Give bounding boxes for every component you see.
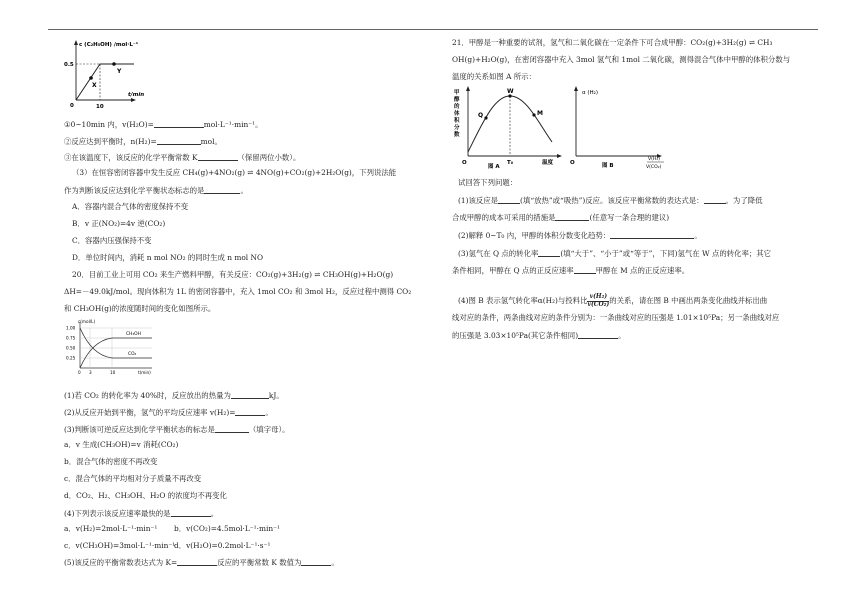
figa-ylabel-5: 积 — [454, 118, 460, 124]
p21-line2: OH(g)+H₂O(g)，在密闭容器中充入 3mol 氢气和 1mol 二氧化碳，测得混合气体中甲醇的体积分数与 — [452, 55, 791, 64]
p21-line1: 21．甲醇是一种重要的试剂，氢气和二氧化碳在一定条件下可合成甲醇：CO₂(g)+3H₂(g) ⇌ CH₃ — [452, 38, 773, 47]
s3-option-a: a．v 生成(CH₃OH)=v 消耗(CO₂) — [64, 440, 179, 449]
option-a: A．容器内混合气体的密度保持不变 — [72, 202, 189, 211]
graph2-xlabel: t(min) — [138, 370, 151, 375]
r2-blank[interactable] — [610, 230, 694, 239]
r3-line: (3)氢气在 Q 点的转化率 (填“大于”、“小于”或“等于”，下同)氢气在 W 点的转化率；其它 — [458, 249, 772, 258]
r1-blank-1[interactable] — [498, 195, 520, 204]
r2-line: (2)解释 0~T₀ 内，甲醇的体积分数变化趋势： 。 — [458, 231, 702, 240]
p3-line1: （3）在恒容密闭容器中发生反应 CH₄(g)+4NO₂(g) ⇌ 4NO(g)+CO₂(g)+2H₂O(g)，下列说法能 — [72, 168, 397, 177]
q3-blank[interactable] — [198, 152, 238, 161]
figa-point-m: M — [537, 110, 543, 117]
graph2-xtick-0: 0 — [78, 370, 81, 375]
graph2-xtick-3: 3 — [89, 370, 92, 375]
s4-option-a: a．v(H₂)=2mol·L⁻¹·min⁻¹ — [64, 524, 158, 533]
graph1-xlabel: t/min — [128, 92, 145, 98]
r4-line3: 的压强是 3.03×10⁵Pa(其它条件相同) 。 — [452, 331, 626, 340]
graph1-ylabel: c (C₂H₅OH) /mol·L⁻¹ — [79, 42, 139, 48]
s3-option-d: d．CO₂、H₂、CH₃OH、H₂O 的浓度均不再变化 — [64, 491, 227, 500]
figure-a — [452, 84, 572, 169]
figa-caption: 图 A — [488, 164, 500, 169]
graph2-ytick-1: 1.00 — [66, 325, 76, 331]
s2-line: (2)从反应开始到平衡，氢气的平均反应速率 v(H₂)= 。 — [64, 408, 273, 417]
graph2-label-co2: CO₂ — [128, 352, 137, 357]
figa-t0: T₀ — [507, 160, 514, 166]
figa-ylabel-2: 醇 — [454, 97, 460, 103]
figb-xlabel-den: V(CO₂) — [646, 165, 662, 169]
s4-line: (4)下列表示该反应速率最快的是 。 — [64, 509, 218, 518]
r1-blank-3[interactable] — [555, 212, 589, 221]
figa-xlabel: 温度 — [542, 160, 554, 166]
graph1-point-x: X — [92, 82, 97, 89]
s4-option-b: b．v(CO₂)=4.5mol·L⁻¹·min⁻¹ — [174, 524, 280, 533]
s1-blank[interactable] — [231, 390, 269, 399]
figb-caption: 图 B — [602, 163, 614, 169]
p21-line3: 温度的关系如图 A 所示： — [452, 72, 536, 81]
graph1-point-y: Y — [117, 68, 122, 75]
r1-line2: 合成甲醇的成本可采用的措施是 (任意写一条合理的建议) — [452, 213, 670, 222]
s4-option-d: d．v(H₂O)=0.2mol·L⁻¹·s⁻¹ — [174, 541, 271, 550]
figa-point-q: Q — [478, 112, 484, 119]
figb-ylabel: α (H₂) — [582, 90, 599, 96]
graph2-ylabel: c(mol/L) — [78, 319, 96, 324]
s1-line: (1)若 CO₂ 的转化率为 40%时，反应放出的热量为 kJ。 — [64, 391, 284, 400]
s5-blank-2[interactable] — [301, 557, 331, 566]
graph-co2-ch3oh — [64, 318, 184, 376]
figa-point-w: W — [507, 88, 514, 95]
q2-blank[interactable] — [157, 136, 201, 145]
r1-blank-2[interactable] — [704, 195, 726, 204]
s4-option-c: c．v(CH₃OH)=3mol·L⁻¹·min⁻¹ — [64, 541, 176, 550]
figa-ylabel-1: 甲 — [454, 90, 460, 96]
s4-blank[interactable] — [171, 508, 211, 517]
p3-blank[interactable] — [204, 185, 240, 194]
option-d: D．单位时间内，消耗 n mol NO₂ 的同时生成 n mol NO — [72, 253, 264, 262]
r3-line2: 条件相同，甲醇在 Q 点的正反应速率 甲醇在 M 点的正反应速率。 — [452, 266, 690, 275]
s2-blank[interactable] — [235, 407, 265, 416]
graph1-xtick: 10 — [96, 104, 104, 110]
p20-line3: 和 CH₃OH(g)的浓度随时间的变化如图所示。 — [64, 304, 216, 313]
r4-line2: 线对应的条件，两条曲线对应的条件分别为：一条曲线对应的压强是 1.01×10⁵Pa；另一条曲线对应 — [452, 313, 780, 322]
r4-line: (4)图 B 表示氢气转化率α(H₂)与投料比 $\frac{\text{v(H₂)}}{\text{v(CO₂)}}$ 的关系，请在图 B 中画出两条变化曲线并标出曲 — [458, 293, 768, 308]
s5-line: (5)该反应的平衡常数表达式为 K= 反应的平衡常数 K 数值为 。 — [64, 558, 339, 567]
graph1-origin: 0 — [70, 103, 74, 109]
s3-line: (3)判断该可逆反应达到化学平衡状态的标志是 （填字母）。 — [64, 425, 290, 434]
figa-ylabel-4: 体 — [454, 111, 460, 117]
r0-line: 试回答下列问题： — [458, 178, 518, 187]
r4-fraction: $\frac{\text{v(H₂)}}{\text{v(CO₂)}}$ — [587, 293, 610, 308]
figa-ylabel-3: 的 — [454, 104, 460, 110]
option-b: B．v 正(NO₂)=4v 逆(CO₂) — [72, 219, 166, 228]
s3-option-b: b．混合气体的密度不再改变 — [64, 457, 158, 466]
figb-origin: O — [570, 160, 575, 166]
r3-blank-1[interactable] — [538, 248, 560, 257]
option-c: C．容器内压强保持不变 — [72, 236, 152, 245]
figure-b — [568, 84, 668, 169]
figa-ylabel-6: 分 — [454, 125, 460, 131]
graph2-label-ch3oh: CH₃OH — [126, 332, 141, 337]
graph2-ytick-2: 0.75 — [66, 335, 76, 341]
r1-line: (1)该反应是 (填“放热”或“吸热”)反应。该反应平衡常数的表达式是： 。为了降低 — [458, 196, 763, 205]
q2-line: ②反应达到平衡时，n(H₂)= mol。 — [64, 137, 222, 146]
q3-line: ③在该温度下，该反应的化学平衡常数 K （保留两位小数）。 — [64, 153, 301, 162]
q1-line: ①0~10min 内，v(H₂O)= mol·L⁻¹·min⁻¹。 — [64, 120, 263, 129]
q1-blank[interactable] — [154, 119, 204, 128]
figa-origin: O — [462, 160, 467, 166]
p3-line2: 作为判断该反应达到化学平衡状态标志的是 。 — [64, 186, 248, 195]
r4-blank[interactable] — [578, 330, 618, 339]
graph2-xtick-10: 10 — [110, 370, 116, 375]
s3-blank[interactable] — [215, 424, 249, 433]
p20-line1: 20．目前工业上可用 CO₂ 来生产燃料甲醇，有关反应：CO₂(g)+3H₂(g) ⇌ CH₃OH(g)+H₂O(g) — [72, 270, 394, 279]
p20-line2: ΔH=－49.0kJ/mol。现向体积为 1L 的密闭容器中，充入 1mol CO₂ 和 3mol H₂，反应过程中测得 CO₂ — [64, 287, 412, 296]
s3-option-c: c．混合气体的平均相对分子质量不再改变 — [64, 474, 202, 483]
graph-ethanol-concentration — [62, 38, 182, 110]
graph1-ytick: 0.5 — [64, 62, 74, 68]
figb-xlabel-num: V(H₂) — [648, 157, 661, 162]
graph2-ytick-3: 0.50 — [66, 345, 76, 351]
r3-blank-2[interactable] — [574, 265, 596, 274]
graph2-ytick-4: 0.25 — [66, 355, 76, 361]
top-rule — [48, 29, 818, 30]
s5-blank-1[interactable] — [177, 557, 217, 566]
figa-ylabel-7: 数 — [454, 132, 460, 138]
